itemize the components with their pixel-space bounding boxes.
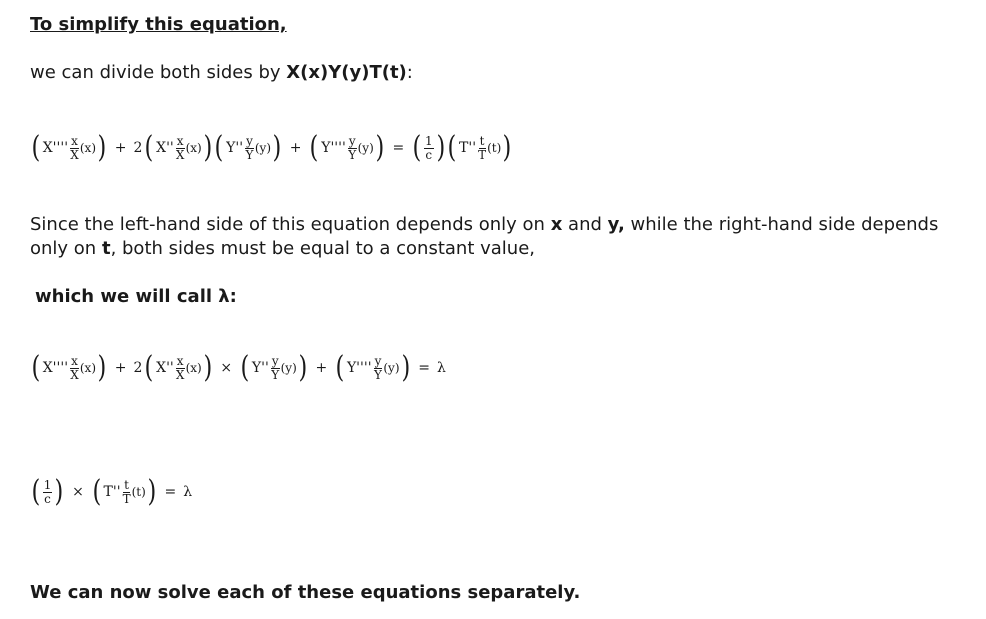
term-x2: ( X'' $\frac{x}{X}$ (x) ) (144, 130, 212, 165)
divisor-expression: X(x)Y(y)T(t) (286, 62, 407, 83)
variable-t: t (101, 238, 111, 259)
fraction: $\frac{x}{X}$ (175, 353, 185, 382)
paragraph-divide-colon: : (406, 62, 413, 83)
equals-operator: = (164, 484, 177, 500)
variable-x: x (550, 214, 563, 235)
plus-operator: + (114, 140, 127, 156)
lambda-symbol: λ (183, 484, 193, 500)
term-y4: ( Y'''' $\frac{y}{Y}$ (y) ) (335, 350, 410, 385)
symbol: Y'' (251, 360, 269, 376)
argument: (y) (357, 141, 374, 155)
argument: (x) (185, 361, 202, 375)
term-x4: ( X'''' $\frac{x}{X}$ (x) ) (31, 350, 107, 385)
symbol: X'''' (42, 360, 69, 376)
fraction: $\frac{y}{Y}$ (348, 133, 357, 162)
text: , both sides must be equal to a constant value, (110, 238, 535, 259)
text: while the right-hand side depends (624, 214, 939, 235)
plus-operator: + (289, 140, 302, 156)
text: Since the left-hand side of this equation depends only on (30, 214, 551, 235)
symbol: X'' (156, 360, 174, 376)
term-y4: ( Y'''' $\frac{y}{Y}$ (y) ) (309, 130, 385, 165)
fraction: $\frac{x}{X}$ (70, 133, 79, 162)
equation-spatial (30, 348, 446, 388)
symbol: Y'''' (321, 140, 346, 156)
term-y2: ( Y'' $\frac{y}{Y}$ (y) ) (214, 130, 282, 165)
coefficient: 2 (133, 360, 143, 376)
equation-temporal (30, 472, 192, 512)
equation-divided (30, 128, 513, 168)
equals-operator: = (418, 360, 430, 376)
argument: (x) (185, 141, 202, 155)
fraction: $\frac{y}{Y}$ (245, 133, 254, 162)
fraction: $\frac{x}{X}$ (175, 133, 185, 162)
symbol: X'' (156, 140, 174, 156)
times-operator: × (72, 484, 84, 500)
plus-operator: + (114, 360, 127, 376)
term-x4: ( X'''' $\frac{x}{X}$ (x) ) (31, 130, 107, 165)
term-t2: ( T'' $\frac{t}{T}$ (t) ) (92, 474, 157, 509)
argument: (t) (131, 485, 146, 499)
fraction: $\frac{y}{Y}$ (271, 353, 280, 382)
argument: (t) (487, 141, 502, 155)
section-heading: To simplify this equation, (30, 14, 287, 35)
fraction: $\frac{x}{X}$ (70, 353, 79, 382)
fraction: $\frac{1}{c}$ (424, 133, 433, 162)
term-x2: ( X'' $\frac{x}{X}$ (x) ) (144, 350, 212, 385)
symbol: Y'''' (346, 360, 372, 376)
term-t2: ( T'' $\frac{t}{T}$ (t) ) (447, 130, 512, 165)
fraction: $\frac{t}{T}$ (122, 477, 131, 506)
symbol: X'''' (42, 140, 69, 156)
fraction: $\frac{t}{T}$ (478, 133, 487, 162)
paragraph-divide-text: we can divide both sides by (30, 62, 287, 83)
closing-sentence: We can now solve each of these equations separately. (30, 582, 581, 603)
fraction: $\frac{y}{Y}$ (374, 353, 382, 382)
lambda-symbol: λ (436, 360, 446, 376)
text: only on (30, 238, 102, 259)
text: and (562, 214, 608, 235)
argument: (x) (79, 141, 97, 155)
term-one-over-c: ( $\frac{1}{c}$ ) (412, 130, 445, 165)
coefficient: 2 (133, 140, 143, 156)
symbol: Y'' (226, 140, 244, 156)
fraction: $\frac{1}{c}$ (43, 477, 52, 506)
paragraph-lambda: which we will call λ: (35, 286, 237, 307)
variable-y: y, (607, 214, 625, 235)
symbol: T'' (459, 140, 477, 156)
term-y2: ( Y'' $\frac{y}{Y}$ (y) ) (240, 350, 308, 385)
argument: (y) (280, 361, 297, 375)
paragraph-divide (30, 62, 413, 83)
argument: (y) (254, 141, 272, 155)
paragraph-constant-line-2 (30, 238, 535, 259)
times-operator: × (220, 360, 233, 376)
plus-operator: + (315, 360, 328, 376)
argument: (x) (79, 361, 97, 375)
argument: (y) (383, 361, 400, 375)
term-one-over-c: ( $\frac{1}{c}$ ) (31, 474, 64, 509)
paragraph-constant-line-1 (30, 214, 938, 235)
symbol: T'' (103, 484, 121, 500)
equals-operator: = (392, 140, 405, 156)
